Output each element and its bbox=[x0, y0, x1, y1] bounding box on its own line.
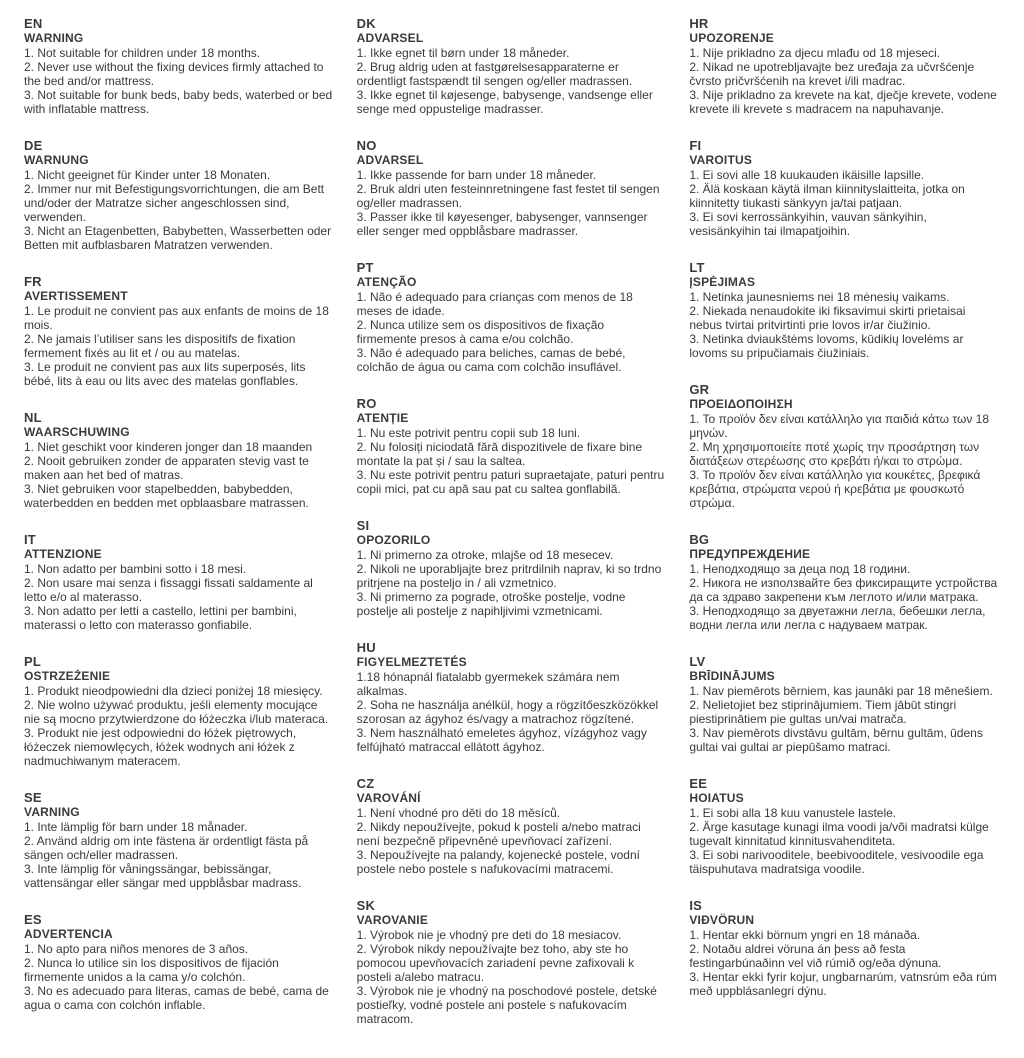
warning-item-1: 1. Ikke egnet til børn under 18 måneder. bbox=[356, 46, 570, 60]
column-1 bbox=[24, 16, 335, 1034]
lang-section-nl bbox=[24, 410, 335, 510]
warning-heading: ПРЕДУПРЕЖДЕНИЕ bbox=[689, 547, 811, 561]
language-code: LV bbox=[689, 654, 706, 669]
warning-heading: FIGYELMEZTETÉS bbox=[356, 655, 467, 669]
lang-section-es bbox=[24, 912, 335, 1012]
lang-section-fr bbox=[24, 274, 335, 388]
lang-section-de bbox=[24, 138, 335, 252]
lang-section-sk bbox=[357, 898, 668, 1026]
warning-item-3: 3. Неподходящо за двуетажни легла, бебешки легла, водни легла или легла с надуваем матрак. bbox=[689, 604, 986, 632]
lang-section-bg bbox=[689, 532, 1000, 632]
lang-section-fi bbox=[689, 138, 1000, 238]
warning-item-2: 2. Brug aldrig uden at fastgørelsesapparaterne er ordentligt fastspændt til sengen og/eller madrassen. bbox=[356, 60, 633, 88]
warning-item-3: 3. Ikke egnet til køjesenge, babysenge, vandsenge eller senge med oppustelige madrasser. bbox=[356, 88, 653, 116]
warning-heading: ΠΡΟΕΙΔΟΠΟΙΗΣΗ bbox=[689, 397, 793, 411]
warning-item-3: 3. Inte lämplig för våningssängar, bebissängar, vattensängar eller sängar med uppblåsbar madrass. bbox=[24, 862, 302, 890]
warning-item-2: 2. Nikoli ne uporabljajte brez pritrdilnih naprav, ki so trdno pritrjene na posteljo in / ali vzmetnico. bbox=[356, 562, 662, 590]
language-code: SE bbox=[24, 790, 42, 805]
warning-item-3: 3. Passer ikke til køyesenger, babysenger, vannsenger eller senger med oppblåsbare madrasser. bbox=[356, 210, 648, 238]
warning-heading: VAROVÁNÍ bbox=[356, 791, 421, 805]
warning-item-1: 1. Niet geschikt voor kinderen jonger dan 18 maanden bbox=[24, 440, 313, 454]
warning-item-2: 2. Använd aldrig om inte fästena är ordentligt fästa på sängen och/eller madrassen. bbox=[24, 834, 309, 862]
warning-item-1: 1. Není vhodné pro děti do 18 měsíců. bbox=[356, 806, 561, 820]
warning-heading: ATTENZIONE bbox=[24, 547, 102, 561]
lang-section-se bbox=[24, 790, 335, 890]
warning-item-3: 3. Ni primerno za pograde, otroške postelje, vodne postelje ali postelje z napihljivimi vzmetnicami. bbox=[356, 590, 626, 618]
warning-heading: ADVARSEL bbox=[356, 31, 424, 45]
warning-item-2: 2. Никога не използвайте без фиксиращите устройства да са здраво закрепени към леглото и/или матрака. bbox=[689, 576, 998, 604]
warning-heading: UPOZORENJE bbox=[689, 31, 775, 45]
warning-heading: BRĪDINĀJUMS bbox=[689, 669, 775, 683]
warning-item-3: 3. Nem használható emeletes ágyhoz, vízágyhoz vagy felfújható matraccal ellátott ágyhoz. bbox=[356, 726, 647, 754]
warning-item-3: 3. Výrobok nie je vhodný na poschodové postele, detské postieľky, vodné postele ani postele s nafukovacím matracom. bbox=[356, 984, 657, 1026]
lang-section-dk bbox=[357, 16, 668, 116]
lang-section-it bbox=[24, 532, 335, 632]
language-code: HR bbox=[689, 16, 709, 31]
warning-item-3: 3. Não é adequado para beliches, camas de bebé, colchão de água ou cama com colchão insuflável. bbox=[356, 346, 626, 374]
warning-heading: WARNUNG bbox=[24, 153, 89, 167]
warning-item-2: 2. Bruk aldri uten festeinnretningene fast festet til sengen og/eller madrassen. bbox=[356, 182, 660, 210]
warning-item-3: 3. Produkt nie jest odpowiedni do łóżek piętrowych, łóżeczek niemowlęcych, łóżek wodnych ani łóżek z nadmuchiwanym materacem. bbox=[24, 726, 297, 768]
warning-item-1: 1. Le produit ne convient pas aux enfants de moins de 18 mois. bbox=[24, 304, 329, 332]
warning-item-3: 3. Nav piemērots divstāvu gultām, bērnu gultām, ūdens gultai vai gultai ar piepūšamo matraci. bbox=[689, 726, 983, 754]
warning-item-3: 3. Nu este potrivit pentru paturi supraetajate, paturi pentru copii mici, pat cu apă sau pat cu saltea gonflabilă. bbox=[356, 468, 665, 496]
warning-item-3: 3. Nepoužívejte na palandy, kojenecké postele, vodní postele nebo postele s nafukovacími matracemi. bbox=[356, 848, 640, 876]
language-code: DE bbox=[24, 138, 43, 153]
warning-item-1: 1. Неподходящо за деца под 18 години. bbox=[689, 562, 911, 576]
language-code: SI bbox=[356, 518, 370, 533]
warning-item-1: 1. Inte lämplig för barn under 18 månader. bbox=[24, 820, 248, 834]
warning-heading: ATENȚIE bbox=[356, 411, 409, 425]
lang-section-lt bbox=[689, 260, 1000, 360]
warning-heading: WAARSCHUWING bbox=[24, 425, 130, 439]
lang-section-gr bbox=[689, 382, 1000, 510]
warning-heading: VIÐVÖRUN bbox=[689, 913, 755, 927]
language-code: IT bbox=[24, 532, 36, 547]
warning-item-1: 1. Το προϊόν δεν είναι κατάλληλο για παιδιά κάτω των 18 μηνών. bbox=[689, 412, 989, 440]
warning-heading: ADVERTENCIA bbox=[24, 927, 113, 941]
warning-item-2: 2. Ne jamais l’utiliser sans les dispositifs de fixation fermement fixés au lit et / ou au matelas. bbox=[24, 332, 296, 360]
warning-item-3: 3. No es adecuado para literas, camas de bebé, cama de agua o cama con colchón inflable. bbox=[24, 984, 329, 1012]
warning-item-1: 1. No apto para niños menores de 3 años. bbox=[24, 942, 249, 956]
warning-item-2: 2. Nu folosiți niciodată fără dispozitivele de fixare bine montate la pat și / sau la saltea. bbox=[356, 440, 643, 468]
warning-item-2: 2. Soha ne használja anélkül, hogy a rögzítőeszközökkel szorosan az ágyhoz és/vagy a matrachoz rögzítené. bbox=[356, 698, 659, 726]
warning-item-1: 1. Ei sobi alla 18 kuu vanustele lastele. bbox=[689, 806, 897, 820]
warning-item-1: 1. Ni primerno za otroke, mlajše od 18 mesecev. bbox=[356, 548, 614, 562]
column-3 bbox=[689, 16, 1000, 1020]
language-code: ES bbox=[24, 912, 42, 927]
warning-item-1: 1. Hentar ekki börnum yngri en 18 mánaða. bbox=[689, 928, 921, 942]
language-code: BG bbox=[689, 532, 710, 547]
warning-item-1: 1. Nicht geeignet für Kinder unter 18 Monaten. bbox=[24, 168, 271, 182]
warning-item-3: 3. Ei sobi narivooditele, beebivooditele, vesivoodile ega täispuhutava madratsiga voodile. bbox=[689, 848, 984, 876]
warning-item-3: 3. Netinka dviaukštėms lovoms, kūdikių lovelėms ar lovoms su pripučiamais čiužiniais. bbox=[689, 332, 964, 360]
lang-section-ee bbox=[689, 776, 1000, 876]
warning-item-2: 2. Μη χρησιμοποιείτε ποτέ χωρίς την προσάρτηση των διατάξεων στερέωσης στο κρεβάτι ή/και το στρώμα. bbox=[689, 440, 980, 468]
warning-heading: VAROVANIE bbox=[356, 913, 429, 927]
warning-item-2: 2. Ärge kasutage kunagi ilma voodi ja/või madratsi külge tugevalt kinnitatud kinnitusvahenditeta. bbox=[689, 820, 989, 848]
warning-item-1: 1. Ei sovi alle 18 kuukauden ikäisille lapsille. bbox=[689, 168, 925, 182]
warning-heading: WARNING bbox=[24, 31, 84, 45]
warning-item-2: 2. Nikdy nepoužívejte, pokud k posteli a/nebo matraci není bezpečně připevněné upevňovací zařízení. bbox=[356, 820, 641, 848]
warning-item-1: 1. Nu este potrivit pentru copii sub 18 luni. bbox=[356, 426, 581, 440]
warning-item-2: 2. Älä koskaan käytä ilman kiinnityslaitteita, jotka on kiinnitetty tiukasti sänkyyn ja/tai patjaan. bbox=[689, 182, 965, 210]
language-code: PT bbox=[356, 260, 374, 275]
lang-section-en bbox=[24, 16, 335, 116]
warning-item-3: 3. Non adatto per letti a castello, lettini per bambini, materassi o letto con materasso gonfiabile. bbox=[24, 604, 297, 632]
warning-item-2: 2. Nunca lo utilice sin los dispositivos de fijación firmemente unidos a la cama y/o colchón. bbox=[24, 956, 279, 984]
language-code: NO bbox=[356, 138, 377, 153]
language-code: EE bbox=[689, 776, 708, 791]
warning-heading: OPOZORILO bbox=[356, 533, 431, 547]
warning-item-2: 2. Niekada nenaudokite iki fiksavimui skirti prietaisai nebus tvirtai pritvirtinti prie lovos ir/ar čiužinio. bbox=[689, 304, 966, 332]
language-code: NL bbox=[24, 410, 42, 425]
language-code: CZ bbox=[356, 776, 375, 791]
language-code: FI bbox=[689, 138, 702, 153]
warning-item-2: 2. Never use without the fixing devices firmly attached to the bed and/or mattress. bbox=[24, 60, 324, 88]
lang-section-lv bbox=[689, 654, 1000, 754]
warning-heading: ADVARSEL bbox=[356, 153, 424, 167]
warning-item-2: 2. Non usare mai senza i fissaggi fissati saldamente al letto e/o al materasso. bbox=[24, 576, 313, 604]
language-code: DK bbox=[356, 16, 376, 31]
language-code: IS bbox=[689, 898, 703, 913]
language-code: HU bbox=[356, 640, 376, 655]
warning-item-2: 2. Nooit gebruiken zonder de apparaten stevig vast te maken aan het bed of matras. bbox=[24, 454, 309, 482]
lang-section-cz bbox=[357, 776, 668, 876]
lang-section-si bbox=[357, 518, 668, 618]
warning-item-2: 2. Nikad ne upotrebljavajte bez uređaja za učvršćenje čvrsto pričvršćenih na krevet i/ili madrac. bbox=[689, 60, 975, 88]
lang-section-pl bbox=[24, 654, 335, 768]
warning-item-1: 1.18 hónapnál fiatalabb gyermekek számára nem alkalmas. bbox=[356, 670, 620, 698]
warning-item-2: 2. Výrobok nikdy nepoužívajte bez toho, aby ste ho pomocou upevňovacích zariadení pevne zafixovali k posteli a/alebo matracu. bbox=[356, 942, 635, 984]
warning-heading: OSTRZEŻENIE bbox=[24, 669, 111, 683]
warning-item-3: 3. Ei sovi kerrossänkyihin, vauvan sänkyihin, vesisänkyihin tai ilmapatjoihin. bbox=[689, 210, 927, 238]
warning-heading: ATENÇÃO bbox=[356, 275, 417, 289]
warning-item-3: 3. Niet gebruiken voor stapelbedden, babybedden, waterbedden en bedden met opblaasbare matrassen. bbox=[24, 482, 309, 510]
warning-heading: ĮSPĖJIMAS bbox=[689, 275, 756, 289]
lang-section-pt bbox=[357, 260, 668, 374]
warning-item-3: 3. Le produit ne convient pas aux lits superposés, lits bébé, lits à eau ou lits avec des matelas gonflables. bbox=[24, 360, 306, 388]
language-code: PL bbox=[24, 654, 42, 669]
warning-item-1: 1. Výrobok nie je vhodný pre deti do 18 mesiacov. bbox=[356, 928, 622, 942]
warning-heading: VARNING bbox=[24, 805, 80, 819]
warning-item-1: 1. Não é adequado para crianças com menos de 18 meses de idade. bbox=[356, 290, 633, 318]
warning-heading: HOIATUS bbox=[689, 791, 744, 805]
warning-item-3: 3. Nije prikladno za krevete na kat, dječje krevete, vodene krevete ili krevete s madracem na napuhavanje. bbox=[689, 88, 997, 116]
warning-heading: AVERTISSEMENT bbox=[24, 289, 128, 303]
warning-item-2: 2. Notaðu aldrei vöruna án þess að festa festingarbúnaðinn vel við rúmið og/eða dýnuna. bbox=[689, 942, 942, 970]
language-code: RO bbox=[356, 396, 377, 411]
warning-item-3: 3. Nicht an Etagenbetten, Babybetten, Wasserbetten oder Betten mit aufblasbaren Matratzen verwenden. bbox=[24, 224, 332, 252]
warning-item-1: 1. Netinka jaunesniems nei 18 mėnesių vaikams. bbox=[689, 290, 950, 304]
warning-item-1: 1. Non adatto per bambini sotto i 18 mesi. bbox=[24, 562, 247, 576]
language-code: EN bbox=[24, 16, 43, 31]
warning-item-3: 3. Not suitable for bunk beds, baby beds, waterbed or bed with inflatable mattress. bbox=[24, 88, 333, 116]
warning-item-1: 1. Not suitable for children under 18 months. bbox=[24, 46, 261, 60]
warning-item-1: 1. Nav piemērots bērniem, kas jaunāki par 18 mēnešiem. bbox=[689, 684, 993, 698]
warning-item-2: 2. Nunca utilize sem os dispositivos de fixação firmemente presos à cama e/ou colchão. bbox=[356, 318, 605, 346]
warning-heading: VAROITUS bbox=[689, 153, 753, 167]
warning-item-1: 1. Ikke passende for barn under 18 måneder. bbox=[356, 168, 597, 182]
warning-item-1: 1. Produkt nieodpowiedni dla dzieci poniżej 18 miesięcy. bbox=[24, 684, 323, 698]
language-code: FR bbox=[24, 274, 42, 289]
column-2 bbox=[357, 16, 668, 1048]
language-code: SK bbox=[356, 898, 376, 913]
columns bbox=[24, 16, 1000, 1048]
lang-section-hu bbox=[357, 640, 668, 754]
warning-item-3: 3. Το προϊόν δεν είναι κατάλληλο για κουκέτες, βρεφικά κρεβάτια, στρώματα νερού ή κρεβάτια με φουσκωτό στρώμα. bbox=[689, 468, 981, 510]
lang-section-ro bbox=[357, 396, 668, 496]
lang-section-no bbox=[357, 138, 668, 238]
lang-section-is bbox=[689, 898, 1000, 998]
warning-item-1: 1. Nije prikladno za djecu mlađu od 18 mjeseci. bbox=[689, 46, 941, 60]
warning-item-2: 2. Nie wolno używać produktu, jeśli elementy mocujące nie są mocno przytwierdzone do łóżeczka i/lub materaca. bbox=[24, 698, 329, 726]
warning-item-3: 3. Hentar ekki fyrir kojur, ungbarnarúm, vatnsrúm eða rúm með uppblásanlegri dýnu. bbox=[689, 970, 997, 998]
language-code: LT bbox=[689, 260, 705, 275]
language-code: GR bbox=[689, 382, 710, 397]
lang-section-hr bbox=[689, 16, 1000, 116]
warning-item-2: 2. Nelietojiet bez stiprinājumiem. Tiem jābūt stingri piestiprinātiem pie gultas un/vai matrača. bbox=[689, 698, 957, 726]
warning-item-2: 2. Immer nur mit Befestigungsvorrichtungen, die am Bett und/oder der Matratze sicher angeschlossen sind, verwenden. bbox=[24, 182, 325, 224]
